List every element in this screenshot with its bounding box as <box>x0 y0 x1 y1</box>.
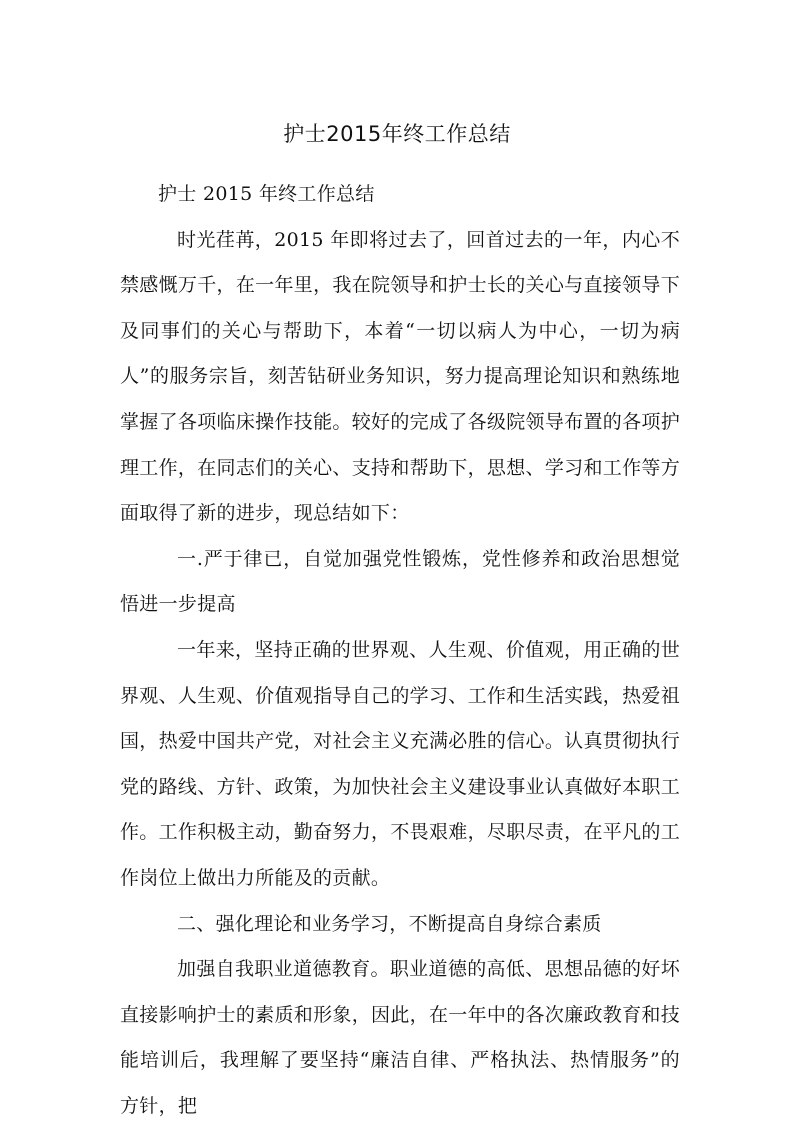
paragraph-section-2: 加强自我职业道德教育。职业道德的高低、思想品德的好坏直接影响护士的素质和形象，因此，在一年中的各次廉政教育和技能培训后，我理解了要坚持“廉洁自律、严格执法、热情服务”的方针，把 <box>120 958 680 1117</box>
document-body <box>120 172 680 1129</box>
document-title: 护士2015年终工作总结 <box>283 122 511 146</box>
paragraph-intro: 时光荏苒，2015 年即将过去了，回首过去的一年，内心不禁感慨万千，在一年里，我在院领导和护士长的关心与直接领导下及同事们的关心与帮助下，本着“一切以病人为中心，一切为病人”的服务宗旨，刻苦钻研业务知识，努力提高理论知识和熟练地掌握了各项临床操作技能。较好的完成了各级院领导布置的各项护理工作，在同志们的关心、支持和帮助下，思想、学习和工作等方面取得了新的进步，现总结如下： <box>120 228 680 525</box>
section-heading-2: 二、强化理论和业务学习，不断提高自身综合素质 <box>177 912 602 935</box>
paragraph-section-1: 一年来，坚持正确的世界观、人生观、价值观，用正确的世界观、人生观、价值观指导自己的学习、工作和生活实践，热爱祖国，热爱中国共产党，对社会主义充满必胜的信心。认真贯彻执行党的路线、方针、政策，为加快社会主义建设事业认真做好本职工作。工作积极主动，勤奋努力，不畏艰难，尽职尽责，在平凡的工作岗位上做出力所能及的贡献。 <box>120 638 680 889</box>
section-heading-1: 一.严于律已，自觉加强党性锻炼，党性修养和政治思想觉悟进一步提高 <box>120 547 680 616</box>
document-subtitle: 护士 2015 年终工作总结 <box>158 183 375 205</box>
